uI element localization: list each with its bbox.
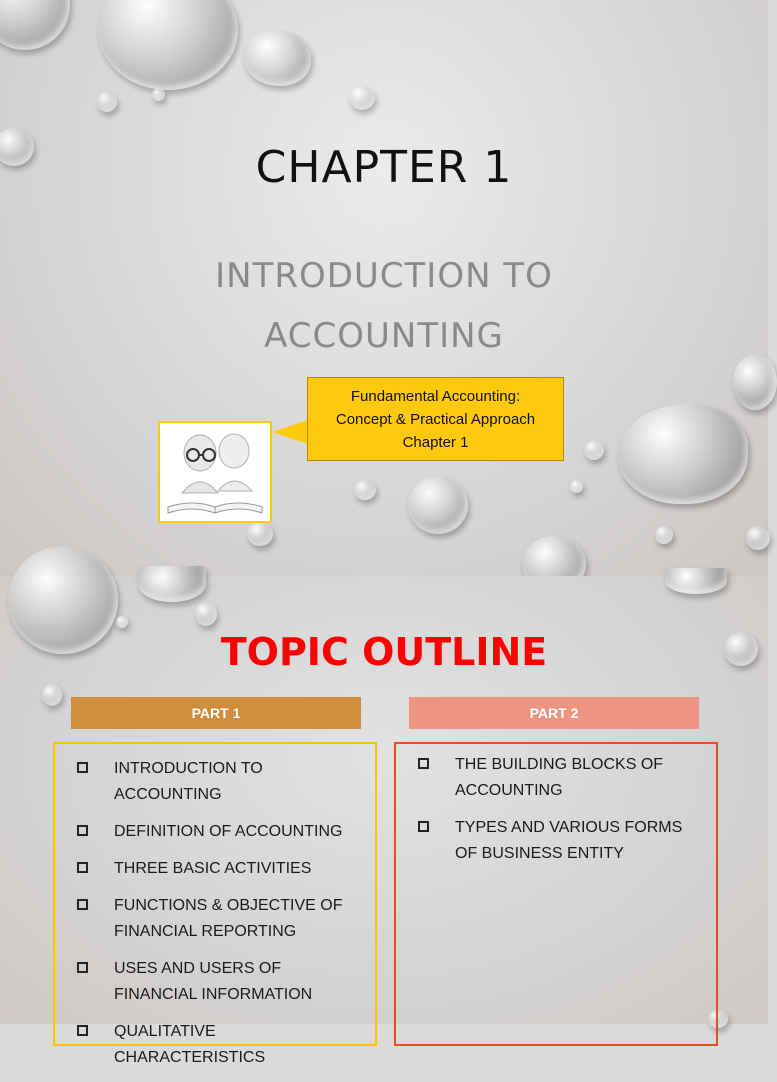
water-drop-decoration: [570, 480, 583, 493]
part-1-topics-box: [53, 742, 377, 1066]
water-drop-decoration: [243, 30, 311, 86]
water-drop-decoration: [138, 566, 206, 602]
part-1-header: PART 1: [71, 697, 361, 729]
callout-line-3: Chapter 1: [402, 433, 469, 451]
topic-text: INTRODUCTION TO ACCOUNTING: [114, 760, 263, 803]
list-item: [418, 752, 704, 804]
water-drop-decoration: [97, 92, 117, 112]
part-2-topic-list: [418, 752, 704, 878]
list-item: [77, 1019, 363, 1071]
list-item: [77, 856, 363, 882]
topic-text: TYPES AND VARIOUS FORMS OF BUSINESS ENTITY: [455, 819, 683, 862]
part-1-topic-list: [77, 756, 363, 1082]
water-drop-decoration: [152, 88, 165, 101]
topic-text: THREE BASIC ACTIVITIES: [114, 860, 312, 877]
checkbox-bullet-icon: [418, 758, 429, 769]
water-drop-decoration: [116, 616, 128, 628]
water-drop-decoration: [665, 568, 727, 594]
water-drop-decoration: [408, 476, 468, 534]
water-drop-decoration: [0, 0, 70, 50]
chapter-title: CHAPTER 1: [255, 142, 513, 193]
water-drop-decoration: [584, 440, 604, 460]
list-item: [77, 893, 363, 945]
readers-illustration: [158, 421, 272, 523]
checkbox-bullet-icon: [418, 821, 429, 832]
topic-text: USES AND USERS OF FINANCIAL INFORMATION: [114, 960, 313, 1003]
water-drop-decoration: [195, 602, 217, 626]
topic-text: FUNCTIONS & OBJECTIVE OF FINANCIAL REPORTING: [114, 897, 343, 940]
water-drop-decoration: [618, 404, 748, 504]
list-item: [77, 819, 363, 845]
topic-text: THE BUILDING BLOCKS OF ACCOUNTING: [455, 756, 664, 799]
water-drop-decoration: [354, 480, 376, 500]
topic-outline-slide: [0, 576, 768, 1066]
checkbox-bullet-icon: [77, 962, 88, 973]
water-drop-decoration: [655, 526, 673, 544]
chapter-subtitle: [0, 246, 768, 366]
checkbox-bullet-icon: [77, 825, 88, 836]
topic-text: QUALITATIVE CHARACTERISTICS: [114, 1023, 266, 1066]
subtitle-line-2: ACCOUNTING: [264, 316, 504, 356]
water-drop-decoration: [98, 0, 238, 90]
water-drop-decoration: [42, 684, 62, 706]
callout-line-2: Concept & Practical Approach: [335, 410, 536, 428]
checkbox-bullet-icon: [77, 899, 88, 910]
checkbox-bullet-icon: [77, 762, 88, 773]
callout-line-1: Fundamental Accounting:: [350, 387, 521, 405]
part-2-topics-box: [394, 742, 718, 1046]
callout-pointer: [272, 420, 308, 444]
list-item: [418, 815, 704, 867]
readers-icon: [160, 423, 270, 521]
topic-outline-title: TOPIC OUTLINE: [220, 630, 548, 674]
topic-text: DEFINITION OF ACCOUNTING: [114, 823, 343, 840]
subtitle-line-1: INTRODUCTION TO: [215, 256, 553, 296]
list-item: [77, 956, 363, 1008]
part-2-header: PART 2: [409, 697, 699, 729]
water-drop-decoration: [247, 522, 273, 546]
water-drop-decoration: [349, 86, 375, 110]
checkbox-bullet-icon: [77, 1025, 88, 1036]
water-drop-decoration: [746, 526, 770, 550]
checkbox-bullet-icon: [77, 862, 88, 873]
book-reference-callout: [307, 377, 564, 461]
list-item: [77, 756, 363, 808]
